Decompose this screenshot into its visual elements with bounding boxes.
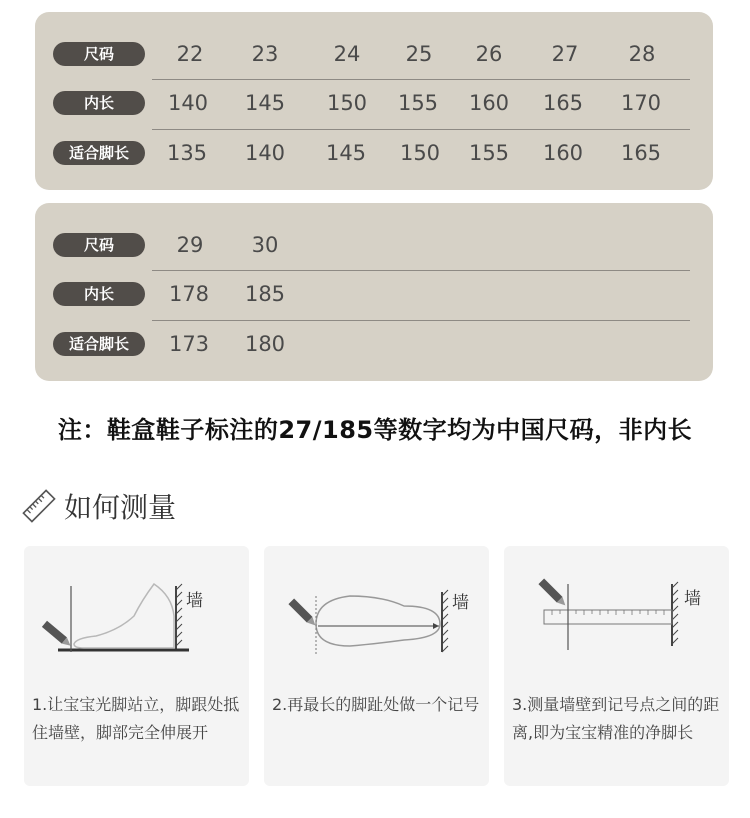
wall-label: 墙 [186, 591, 203, 611]
foot-length-label-pill: 适合脚长 [53, 141, 145, 165]
inner-length-cell: 155 [397, 91, 439, 115]
inner-length-cell: 170 [620, 91, 662, 115]
foot-length-cell: 150 [399, 141, 441, 165]
inner-length-cell: 145 [244, 91, 286, 115]
step-1-text: 1.让宝宝光脚站立，脚跟处抵住墙壁，脚部完全伸展开 [32, 695, 240, 742]
row-divider [152, 270, 690, 271]
size-label-pill: 尺码 [53, 42, 145, 66]
mark-longest-toe-illustration [264, 566, 489, 676]
inner-length-cell: 185 [244, 282, 286, 306]
size-row [35, 227, 713, 267]
size-cell: 24 [333, 42, 361, 66]
foot-length-cell: 145 [325, 141, 367, 165]
size-row [35, 36, 713, 76]
inner-length-label-pill: 内长 [53, 282, 145, 306]
wall-label: 墙 [684, 589, 701, 609]
size-cell: 25 [405, 42, 433, 66]
size-cell: 27 [551, 42, 579, 66]
size-cell: 30 [251, 233, 279, 257]
wall-label: 墙 [452, 593, 469, 613]
how-to-measure-title: 如何测量 [64, 491, 177, 524]
foot-length-cell: 165 [620, 141, 662, 165]
foot-length-cell: 180 [244, 332, 286, 356]
foot-against-wall-illustration [24, 566, 249, 676]
foot-length-cell: 135 [166, 141, 208, 165]
foot-length-row [35, 135, 713, 175]
foot-length-cell: 173 [168, 332, 210, 356]
foot-length-cell: 160 [542, 141, 584, 165]
measure-step-2 [264, 546, 489, 786]
size-cell: 28 [628, 42, 656, 66]
foot-length-cell: 140 [244, 141, 286, 165]
measure-step-3 [504, 546, 729, 786]
step-2-text: 2.再最长的脚趾处做一个记号 [272, 695, 480, 714]
size-table-2 [35, 203, 713, 381]
size-cell: 26 [475, 42, 503, 66]
inner-length-cell: 160 [468, 91, 510, 115]
row-divider [152, 320, 690, 321]
inner-length-row [35, 85, 713, 125]
inner-length-cell: 150 [326, 91, 368, 115]
inner-length-cell: 140 [167, 91, 209, 115]
size-note: 注：鞋盒鞋子标注的27/185等数字均为中国尺码，非内长 [57, 416, 693, 444]
inner-length-cell: 165 [542, 91, 584, 115]
size-label-pill: 尺码 [53, 233, 145, 257]
row-divider [152, 129, 690, 130]
size-cell: 23 [251, 42, 279, 66]
ruler-measure-illustration [504, 566, 729, 676]
inner-length-cell: 178 [168, 282, 210, 306]
size-cell: 29 [176, 233, 204, 257]
inner-length-row [35, 276, 713, 316]
inner-length-label-pill: 内长 [53, 91, 145, 115]
row-divider [152, 79, 690, 80]
step-3-text: 3.测量墙壁到记号点之间的距离,即为宝宝精准的净脚长 [512, 695, 720, 742]
foot-length-cell: 155 [468, 141, 510, 165]
foot-length-label-pill: 适合脚长 [53, 332, 145, 356]
how-to-measure-heading [22, 486, 176, 526]
foot-length-row [35, 326, 713, 366]
ruler-icon [22, 489, 56, 523]
size-cell: 22 [176, 42, 204, 66]
measure-step-1 [24, 546, 249, 786]
size-table-1 [35, 12, 713, 190]
